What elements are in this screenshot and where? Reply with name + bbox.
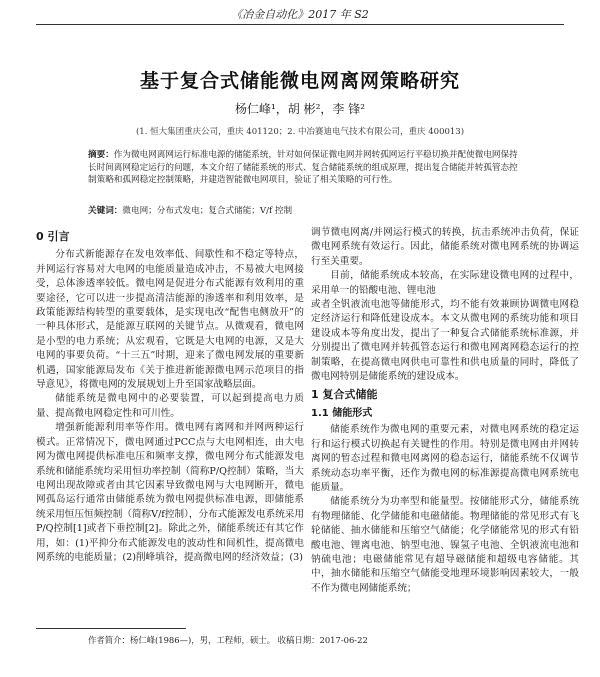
affiliation: (1. 恒大集团重庆公司，重庆 401120；2. 中冶赛迪电气技术有限公司，重庆 400013) xyxy=(135,127,465,137)
paragraph: 增强新能源利用率等作用。微电网有离网和并网两种运行模式。正常情况下，微电网通过PCC点与大电网相连，由大电网为微电网提供标准电压和频率支撑，微电网分布式能源发电系统和储能系统均采用恒功率控制（简称P/Q控制）策略，当大电网出现故障或者由其它因素导致微电网与大电网断开，微电网孤岛运行通常由储能系统为微电网提供标准电源，即储能系统采用恒压恒频控制（简称V/f控制），分布式能源发电系统采用P/Q控制[1]或者下垂控制[2]。除此之外，储能系统还有其它作用，如：(1)平抑分布式能源发电的波动性和间机性，提高微电网系统的电能质量；(2)削峰填谷，提高微电网的经济效益；(3) xyxy=(36,422,304,563)
paragraph: 或者全钒液流电池等储能形式，均不能有效兼顾协调微电网稳定经济运行和降低建设成本。本文从微电网的系统功能和项目建设成本等角度出发，提出了一种复合式储能系统标准源，并分别提出了微电网并转孤管态运行和微电网离网稳态运行的控制策略，在提高微电网供电可靠性和供电质量的同时，降低了微电网特别是储能系统的建设成本。 xyxy=(311,299,579,383)
paragraph: 调节微电网离/并网运行模式的转换，抗击系统冲击负荷，保证微电网系统有效运行。因此，储能系统对微电网系统的协调运行至关重要。 xyxy=(311,227,579,267)
paragraph: 储能系统是微电网中的必要装置，可以起到提高电力质量、提高微电网稳定性和可川性。 xyxy=(36,393,304,419)
paragraph: 储能系统作为微电网的重要元素，对微电网系统的稳定运行和运行模式切换起有关键性的作用。特别是微电网由并网转离网的暂态过程和微电网离网的稳态运行，储能系统不仅调节系统动态功率平衡，还作为微电网的标准源提高微电网系统电能质量。 xyxy=(311,424,579,493)
authors: 杨仁峰¹，胡 彬²，李 锋² xyxy=(234,102,366,116)
header-rule xyxy=(36,24,564,25)
abstract-text: 作为微电网离网运行标准电源的储能系统，针对如何保证微电网并网转孤网运行平稳切换并配使微电网保持长时间离网稳定运行的问题，本文介绍了储能系统的形式、复合储能系统的组成原理，提出复合储能并转孤管态控制策略和孤网稳定控制策略，并建造智能微电网项目，验证了相关策略的可行性。 xyxy=(88,150,518,186)
footnote: 作者简介：杨仁峰(1986—)，男，工程师，硕士。 收稿日期：2017-06-22 xyxy=(88,635,368,645)
running-head: 《冶金自动化》2017 年 S2 xyxy=(231,8,369,21)
abstract-label: 摘要： xyxy=(88,150,114,160)
section-heading: 1 复合式储能 xyxy=(311,388,378,402)
left-column xyxy=(36,226,304,565)
abstract xyxy=(88,149,518,187)
paragraph: 目前，储能系统成本较高，在实际建设微电网的过程中，采用单一的铅酸电池、锂电池 xyxy=(311,270,579,296)
right-column xyxy=(311,226,579,596)
paragraph: 分布式新能源存在发电效率低、间歇性和不稳定等特点，并网运行容易对大电网的电能质量造成冲击，不易被大电网接受，总体渗透率较低。微电网是促进分布式能源有效利用的重要途径，它可以进一步提高清洁能源的渗透率和利用效率，是政策能源结构转型的重要载体，是实现电改“配售电侧放开”的一种具体形式，是能源互联网的关键节点。从微观看，微电网是小型的电力系统；从宏观看，它既是大电网的电源，又是大电网的事要负荷。“十三五”时期，迎来了微电网发展的重要新机遇，国家能源局发布《关于推进新能源微电网示范项目的指导意见》，将微电网的发展规划上升至国家战略层面。 xyxy=(36,249,304,391)
keywords-text: 微电网；分布式发电；复合式储能；V/f 控制 xyxy=(122,206,293,216)
footnote-rule xyxy=(36,628,186,629)
section-heading: 0 引言 xyxy=(36,230,70,243)
keywords-label: 关键词： xyxy=(88,206,123,216)
paper-title: 基于复合式储能微电网离网策略研究 xyxy=(139,70,460,92)
paragraph: 储能系统分为功率型和能量型。按储能形式分，储能系统有物理储能、化学储能和电磁储能。物理储能的常见形式有飞轮储能、抽水储能和压缩空气储能；化学储能常见的形式有铅酸电池、锂离电池、钠型电池、镍氢子电池、全钒液流电池和钠硫电池；电磁储能常见有超导磁储能和超级电容储能。其中，抽水储能和压缩空气储能受地理环境影响因素较大，一般不作为微电网储能系统； xyxy=(311,496,579,594)
subsection-heading: 1.1 储能形式 xyxy=(311,407,373,419)
keywords xyxy=(88,205,518,218)
